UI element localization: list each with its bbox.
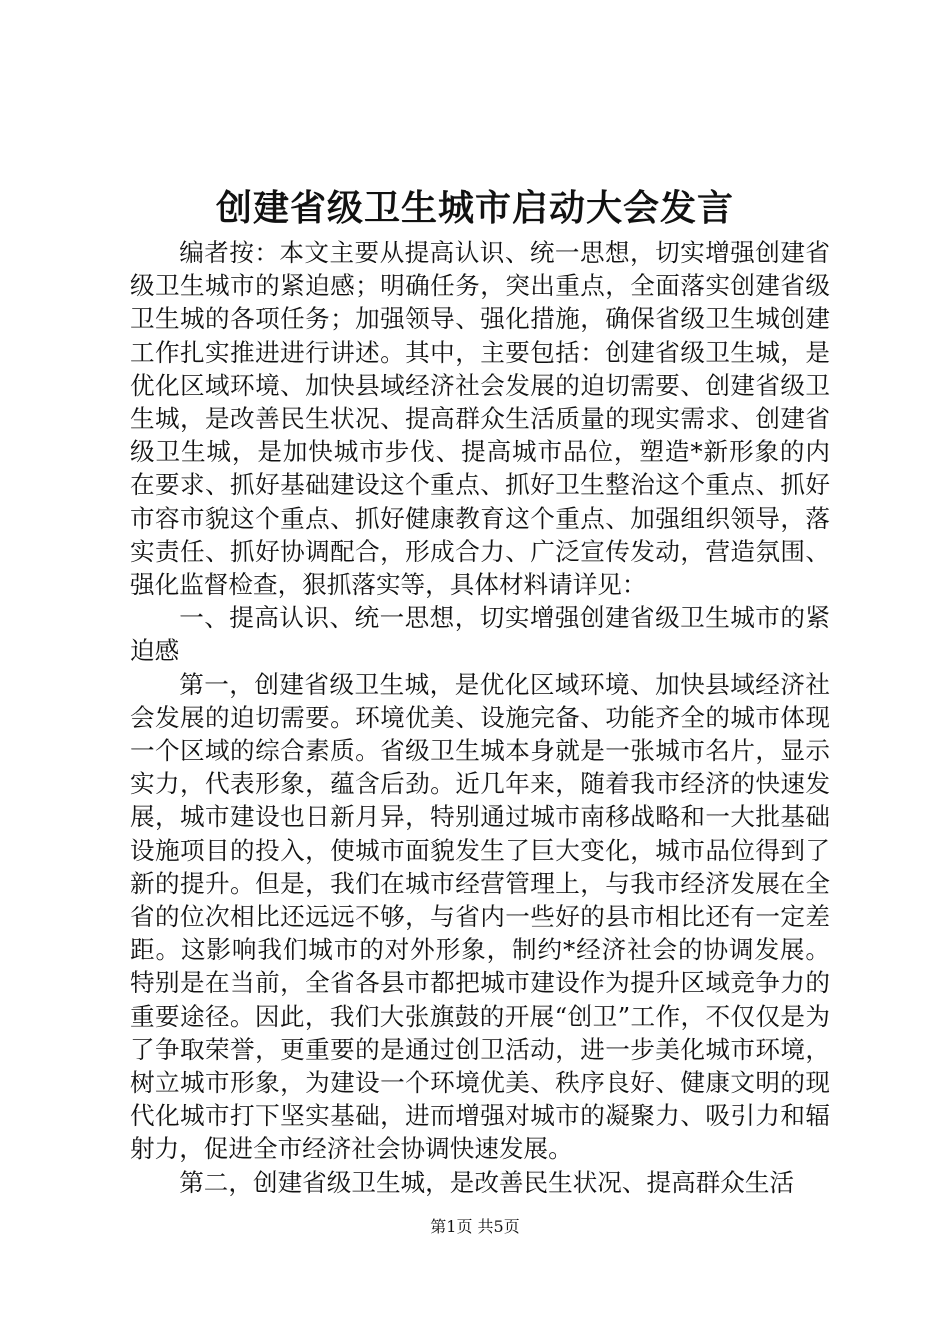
page-footer: 第1页 共5页 [430,1217,520,1236]
document-body [130,236,830,1199]
document-title: 创建省级卫生城市启动大会发言 [215,187,734,229]
body-paragraph: 第二，创建省级卫生城，是改善民生状况、提高群众生活 [179,1167,795,1197]
section-heading-1: 一、提高认识、统一思想，切实增强创建省级卫生城市的紧迫感 [130,603,830,666]
editor-note-paragraph: 编者按：本文主要从提高认识、统一思想，切实增强创建省级卫生城市的紧迫感；明确任务，突出重点，全面落实创建省级卫生城的各项任务；加强领导、强化措施，确保省级卫生城创建工作扎实推进进行讲述。其中，主要包括：创建省级卫生城，是优化区域环境、加快县域经济社会发展的迫切需要、创建省级卫生城，是改善民生状况、提高群众生活质量的现实需求、创建省级卫生城，是加快城市步伐、提高城市品位，塑造*新形象的内在要求、抓好基础建设这个重点、抓好卫生整治这个重点、抓好市容市貌这个重点、抓好健康教育这个重点、加强组织领导，落实责任、抓好协调配合，形成合力、广泛宣传发动，营造氛围、强化监督检查，狠抓落实等，具体材料请详见： [130,238,830,600]
body-paragraph: 第一，创建省级卫生城，是优化区域环境、加快县域经济社会发展的迫切需要。环境优美、设施完备、功能齐全的城市体现一个区域的综合素质。省级卫生城本身就是一张城市名片，显示实力，代表形象，蕴含后劲。近几年来，随着我市经济的快速发展，城市建设也日新月异，特别通过城市南移战略和一大批基础设施项目的投入，使城市面貌发生了巨大变化，城市品位得到了新的提升。但是，我们在城市经营管理上，与我市经济发展在全省的位次相比还远远不够，与省内一些好的县市相比还有一定差距。这影响我们城市的对外形象，制约*经济社会的协调发展。特别是在当前，全省各县市都把城市建设作为提升区域竞争力的重要途径。因此，我们大张旗鼓的开展“创卫”工作，不仅仅是为了争取荣誉，更重要的是通过创卫活动，进一步美化城市环境，树立城市形象，为建设一个环境优美、秩序良好、健康文明的现代化城市打下坚实基础，进而增强对城市的凝聚力、吸引力和辐射力，促进全市经济社会协调快速发展。 [130,669,830,1164]
